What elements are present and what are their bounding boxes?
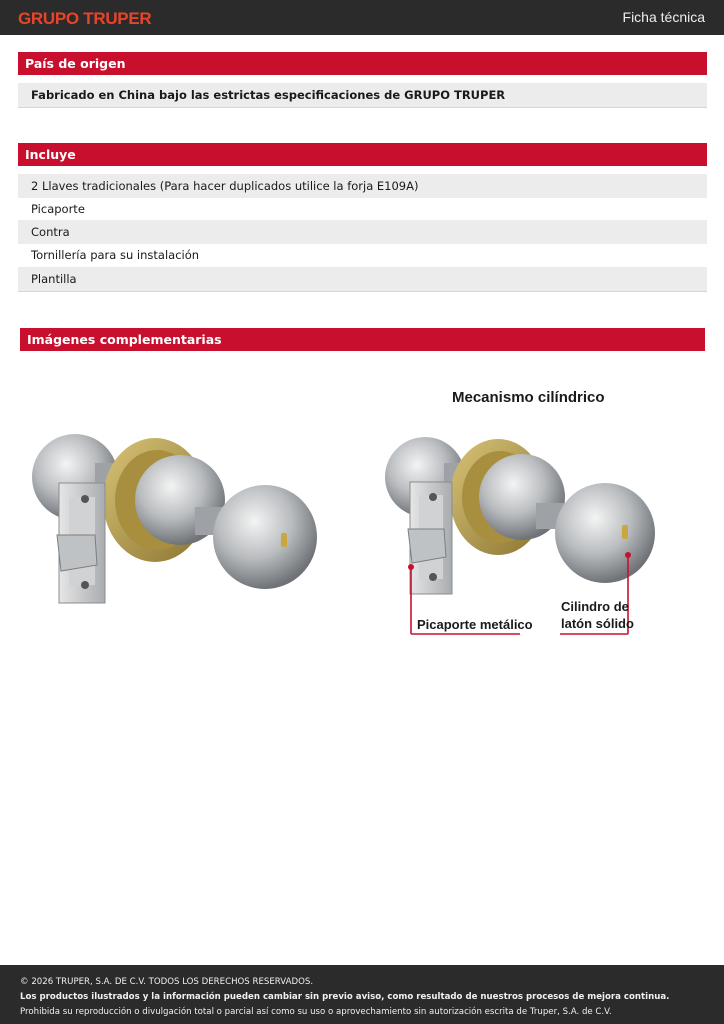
include-item: Contra xyxy=(18,220,707,244)
include-item: Plantilla xyxy=(18,267,707,291)
divider xyxy=(18,107,707,108)
section-header-includes: Incluye xyxy=(18,143,707,166)
door-knob-lock-image xyxy=(25,425,325,615)
footer-prohibition: Prohibida su reproducción o divulgación total o parcial así como su uso o aprovechamiento sin autorización escrita de Truper, S.A. de C.V. xyxy=(20,1007,612,1017)
section-header-images: Imágenes complementarias xyxy=(20,328,705,351)
footer-notice: Los productos ilustrados y la información pueden cambiar sin previo aviso, como resultado de nuestros procesos de mejora continua. xyxy=(20,992,670,1002)
include-item: 2 Llaves tradicionales (Para hacer duplicados utilice la forja E109A) xyxy=(18,174,707,198)
mechanism-title: Mecanismo cilíndrico xyxy=(452,389,605,406)
callout-cylinder-line1: Cilindro de xyxy=(561,599,629,614)
footer-copyright: © 2026 TRUPER, S.A. DE C.V. TODOS LOS DERECHOS RESERVADOS. xyxy=(20,977,314,987)
origin-text: Fabricado en China bajo las estrictas especificaciones de GRUPO TRUPER xyxy=(18,83,707,107)
divider xyxy=(18,291,707,292)
footer xyxy=(0,965,724,1024)
section-header-origin: País de origen xyxy=(18,52,707,75)
callout-cylinder-label xyxy=(561,598,634,632)
document-type-label: Ficha técnica xyxy=(622,9,705,25)
include-item: Picaporte xyxy=(31,202,85,216)
include-item: Tornillería para su instalación xyxy=(31,248,200,262)
brand-logo: GRUPO TRUPER xyxy=(18,9,152,28)
header-bar xyxy=(0,0,724,35)
callout-cylinder-line2: latón sólido xyxy=(561,616,634,631)
callout-latch-label: Picaporte metálico xyxy=(417,617,533,632)
